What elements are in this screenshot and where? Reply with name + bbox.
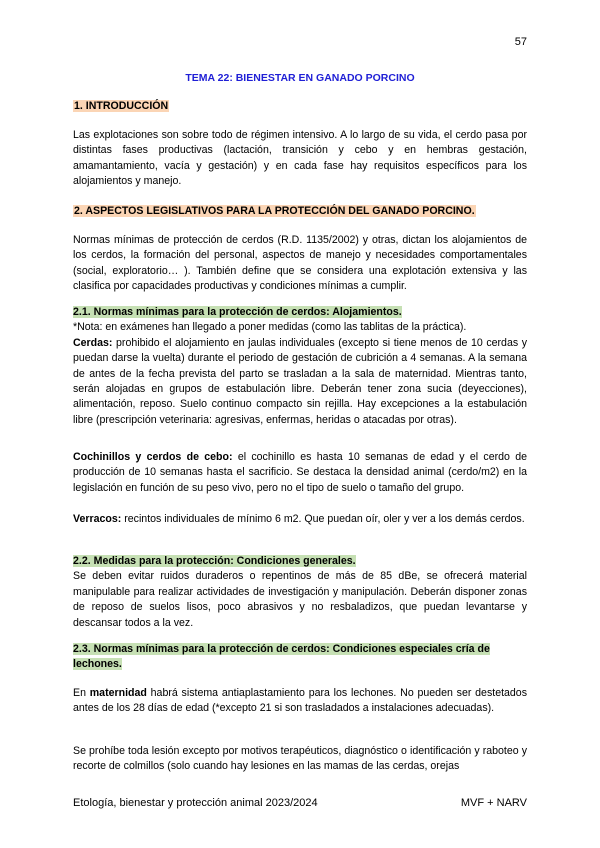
maternidad-paragraph — [73, 686, 527, 717]
section-2-2-block — [73, 554, 527, 631]
section-2-heading: 2. ASPECTOS LEGISLATIVOS PARA LA PROTECCIÓN DEL GANADO PORCINO. — [74, 205, 475, 217]
section-2-heading-block — [73, 204, 527, 219]
section-2-body — [73, 233, 527, 295]
page-title: TEMA 22: BIENESTAR EN GANADO PORCINO — [185, 72, 415, 84]
cerdas-paragraph — [73, 336, 527, 428]
section-1-heading-block — [73, 99, 527, 114]
section-2-1-note: *Nota: en exámenes han llegado a poner medidas (como las tablitas de la práctica). — [73, 321, 467, 334]
lesion-block — [73, 744, 527, 775]
verracos-label: Verracos: — [73, 513, 122, 525]
section-2-2-paragraph: Se deben evitar ruidos duraderos o repentinos de más de 85 dBe, se ofrecerá material manipulable para realizar actividades de investigación y manipulación. Deberán disponer zonas de reposo de suelos lisos, poco abrasivos y no resbaladizos, que puedan levantarse y descansar todos a la vez. — [73, 570, 527, 629]
verracos-text: recintos individuales de mínimo 6 m2. Que puedan oír, oler y ver a los demás cerdos. — [121, 513, 525, 525]
maternidad-text: habrá sistema antiaplastamiento para los lechones. No pueden ser destetados antes de los 28 días de edad (*excepto 21 si son trasladados a instalaciones adecuadas). — [73, 687, 527, 715]
verracos-paragraph — [73, 512, 527, 527]
section-1-heading: 1. INTRODUCCIÓN — [74, 100, 169, 112]
footer-course: Etología, bienestar y protección animal 2023/2024 — [73, 797, 318, 809]
maternidad-pre: En — [73, 687, 90, 699]
section-1-body — [73, 128, 527, 190]
section-1-paragraph: Las explotaciones son sobre todo de régimen intensivo. A lo largo de su vida, el cerdo pasa por distintas fases productivas (lactación, transición y cebo y en hembras gestación, amamantamiento, vacía y gestación) y en cada fase hay requisitos específicos para los alojamientos y manejo. — [73, 129, 527, 188]
cochinillos-block — [73, 450, 527, 496]
section-2-3-heading: 2.3. Normas mínimas para la protección de cerdos: Condiciones especiales cría de lechones. — [73, 643, 490, 671]
cochinillos-text: el cochinillo es hasta 10 semanas de edad y el cerdo de producción de 10 semanas hasta el sacrificio. Se destaca la densidad animal (cerdo/m2) en la legislación en función de su peso vivo, pero no el tipo de suelo o tamaño del grupo. — [73, 451, 527, 494]
lesion-paragraph: Se prohíbe toda lesión excepto por motivos terapéuticos, diagnóstico o identificación y raboteo y recorte de colmillos (solo cuando hay lesiones en las mamas de las cerdas, orejas — [73, 745, 527, 773]
section-2-2-heading: 2.2. Medidas para la protección: Condiciones generales. — [73, 555, 356, 567]
cochinillos-label: Cochinillos y cerdos de cebo: — [73, 451, 233, 463]
section-2-3-heading-block — [73, 642, 527, 673]
cerdas-text: prohibido el alojamiento en jaulas individuales (excepto si tiene menos de 10 cerdas y puedan darse la vuelta) durante el periodo de gestación de cubrición a 4 semanas. A la semana de antes de la fecha prevista del parto se trasladan a la sala de maternidad. Mientras tanto, serán alojadas en grupos de estabulación libre. Deberán tener zona sucia (deyecciones), alimentación, reposo. Suelo continuo compacto sin rejilla. Hay excepciones a la estabulación libre (prescripción veterinaria: agresivas, enfermas, heridas o atacadas por otras). — [73, 336, 527, 426]
cerdas-label: Cerdas: — [73, 336, 113, 349]
verracos-block — [73, 512, 527, 527]
maternidad-block — [73, 686, 527, 717]
section-2-paragraph: Normas mínimas de protección de cerdos (R.D. 1135/2002) y otras, dictan los alojamientos de los cerdos, la formación del personal, aspectos de manejo y necesidades comportamentales (social, exploratorio… ). También define que se considera una explotación extensiva y las clasifica por capacidades productivas y condiciones mínimas a cumplir. — [73, 234, 527, 293]
section-2-1-block — [73, 305, 527, 428]
page-number: 57 — [514, 36, 527, 48]
section-2-1-heading: 2.1. Normas mínimas para la protección de cerdos: Alojamientos. — [73, 306, 402, 318]
maternidad-label: maternidad — [89, 687, 147, 699]
cochinillos-paragraph — [73, 450, 527, 496]
footer-authors: MVF + NARV — [460, 797, 527, 809]
